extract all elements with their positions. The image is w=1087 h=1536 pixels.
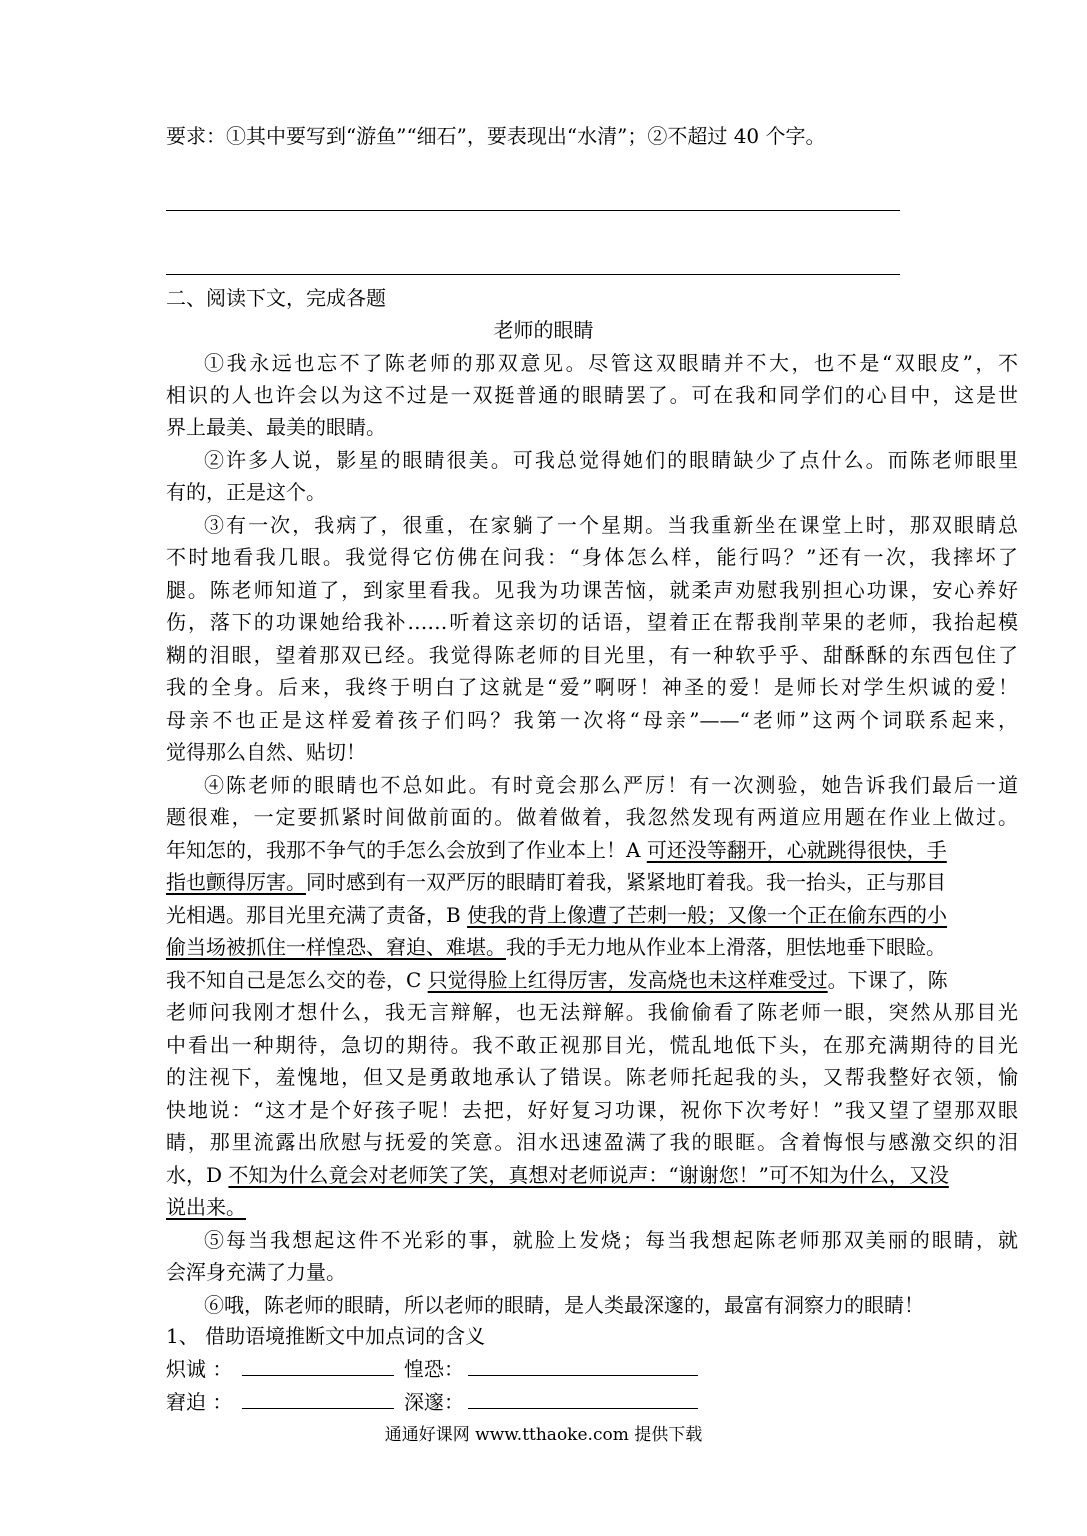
paragraph-line — [166, 834, 1018, 866]
article-title: 老师的眼睛 — [493, 318, 594, 342]
underlined-sentence-a: 可还没等翻开，心就跳得很快，手 — [646, 838, 947, 862]
answer-blank[interactable] — [242, 1355, 394, 1376]
paragraph-line — [166, 866, 1018, 898]
answer-line — [166, 274, 900, 275]
paragraph-line: ②许多人说，影星的眼睛很美。可我总觉得她们的眼睛缺少了点什么。而陈老师眼里 — [204, 448, 1018, 472]
paragraph-line: 糊的泪眼，望着那双已经。我觉得陈老师的目光里，有一种软乎乎、甜酥酥的东西包住了 — [166, 643, 1018, 667]
line-text: 同时感到有一双严厉的眼睛盯着我，紧紧地盯着我。我一抬头，正与那目 — [306, 870, 946, 894]
paragraph-line: 中看出一种期待，急切的期待。我不敢正视那目光，慌乱地低下头，在那充满期待的目光 — [166, 1033, 1018, 1057]
paragraph-line — [166, 1159, 1018, 1191]
paragraph-line: 相识的人也许会以为这不过是一双挺普通的眼睛罢了。可在我和同学们的心目中，这是世 — [166, 383, 1018, 407]
question-item-label: 深邃： — [404, 1390, 464, 1414]
line-text: 。下课了，陈 — [827, 968, 948, 992]
answer-blank[interactable] — [468, 1388, 698, 1409]
paragraph-line: ③有一次，我病了，很重，在家躺了一个星期。当我重新坐在课堂上时，那双眼睛总 — [204, 513, 1018, 537]
line-text: 水，D — [166, 1163, 229, 1187]
question-item-label: 惶恐： — [404, 1357, 464, 1381]
paragraph-line: 我的全身。后来，我终于明白了这就是“爱”啊呀！神圣的爱！是师长对学生炽诚的爱！ — [166, 675, 1018, 699]
underlined-sentence-a: 指也颤得厉害。 — [166, 870, 306, 894]
question-text: 1、 借助语境推断文中加点词的含义 — [166, 1324, 486, 1348]
paragraph-line: 母亲不也正是这样爱着孩子们吗？我第一次将“母亲”——“老师”这两个词联系起来， — [166, 708, 1018, 732]
paragraph-line: 快地说：“这才是个好孩子呢！去把，好好复习功课，祝你下次考好！”我又望了望那双眼 — [166, 1098, 1018, 1122]
paragraph-line: 腿。陈老师知道了，到家里看我。见我为功课苦恼，就柔声劝慰我别担心功课，安心养好 — [166, 578, 1018, 602]
line-text: 光相遇。那目光里充满了责备，B — [166, 903, 468, 927]
paragraph-line: 的注视下，羞愧地，但又是勇敢地承认了错误。陈老师托起我的头，又帮我整好衣领，愉 — [166, 1065, 1018, 1089]
answer-blank[interactable] — [242, 1388, 394, 1409]
paragraph-line: ①我永远也忘不了陈老师的那双意见。尽管这双眼睛并不大，也不是“双眼皮”，不 — [204, 351, 1018, 375]
paragraph-line: 界上最美、最美的眼睛。 — [166, 415, 386, 439]
answer-blank[interactable] — [468, 1355, 698, 1376]
underlined-sentence-b: 偷当场被抓住一样惶恐、窘迫、难堪。 — [166, 935, 506, 959]
paragraph-line: 睛，那里流露出欣慰与抚爱的笑意。泪水迅速盈满了我的眼眶。含着悔恨与感激交织的泪 — [166, 1130, 1018, 1154]
paragraph-line — [166, 964, 1018, 996]
paragraph-line: 有的，正是这个。 — [166, 480, 326, 504]
underlined-sentence-c: 只觉得脸上红得厉害，发高烧也未这样难受过 — [427, 968, 828, 992]
paragraph-line — [166, 931, 1018, 963]
line-text: 年知怎的，我那不争气的手怎么会放到了作业本上！A — [166, 838, 647, 862]
requirement-text: 要求：①其中要写到“游鱼”“细石”，要表现出“水清”；②不超过 40 个字。 — [166, 124, 826, 148]
underlined-sentence-b: 使我的背上像遭了芒刺一般；又像一个正在偷东西的小 — [467, 903, 948, 927]
paragraph-line: 会浑身充满了力量。 — [166, 1260, 346, 1284]
paragraph-line: ⑤每当我想起这件不光彩的事，就脸上发烧；每当我想起陈老师那双美丽的眼睛，就 — [204, 1228, 1018, 1252]
question-row — [166, 1353, 1018, 1385]
line-text: 我的手无力地从作业本上滑落，胆怯地垂下眼睑。 — [506, 935, 946, 959]
underlined-sentence-d: 不知为什么竟会对老师笑了笑，真想对老师说声：“谢谢您！”可不知为什么，又没 — [228, 1163, 949, 1187]
paragraph-line — [166, 1191, 1018, 1223]
paragraph-line: ⑥哦，陈老师的眼睛，所以老师的眼睛，是人类最深邃的，最富有洞察力的眼睛！ — [204, 1293, 924, 1317]
section-heading: 二、阅读下文，完成各题 — [166, 286, 386, 310]
question-row — [166, 1386, 1018, 1418]
paragraph-line — [166, 899, 1018, 931]
paragraph-line: 觉得那么自然、贴切！ — [166, 740, 366, 764]
paragraph-line: 题很难，一定要抓紧时间做前面的。做着做着，我忽然发现有两道应用题在作业上做过。 — [166, 805, 1018, 829]
page-footer: 通通好课网 www.tthaoke.com 提供下载 — [384, 1425, 703, 1445]
underlined-sentence-d: 说出来。 — [166, 1195, 246, 1219]
paragraph-line: 老师问我刚才想什么，我无言辩解，也无法辩解。我偷偷看了陈老师一眼，突然从那目光 — [166, 1000, 1018, 1024]
question-item-label: 炽诚 ： — [166, 1357, 233, 1381]
line-text: 我不知自己是怎么交的卷，C — [166, 968, 428, 992]
paragraph-line: ④陈老师的眼睛也不总如此。有时竟会那么严厉！有一次测验，她告诉我们最后一道 — [204, 773, 1018, 797]
paragraph-line: 伤，落下的功课她给我补……听着这亲切的话语，望着正在帮我削苹果的老师，我抬起模 — [166, 610, 1018, 634]
paragraph-line: 不时地看我几眼。我觉得它仿佛在问我：“身体怎么样，能行吗？”还有一次，我摔坏了 — [166, 545, 1018, 569]
answer-line — [166, 210, 900, 211]
question-item-label: 窘迫 ： — [166, 1390, 233, 1414]
